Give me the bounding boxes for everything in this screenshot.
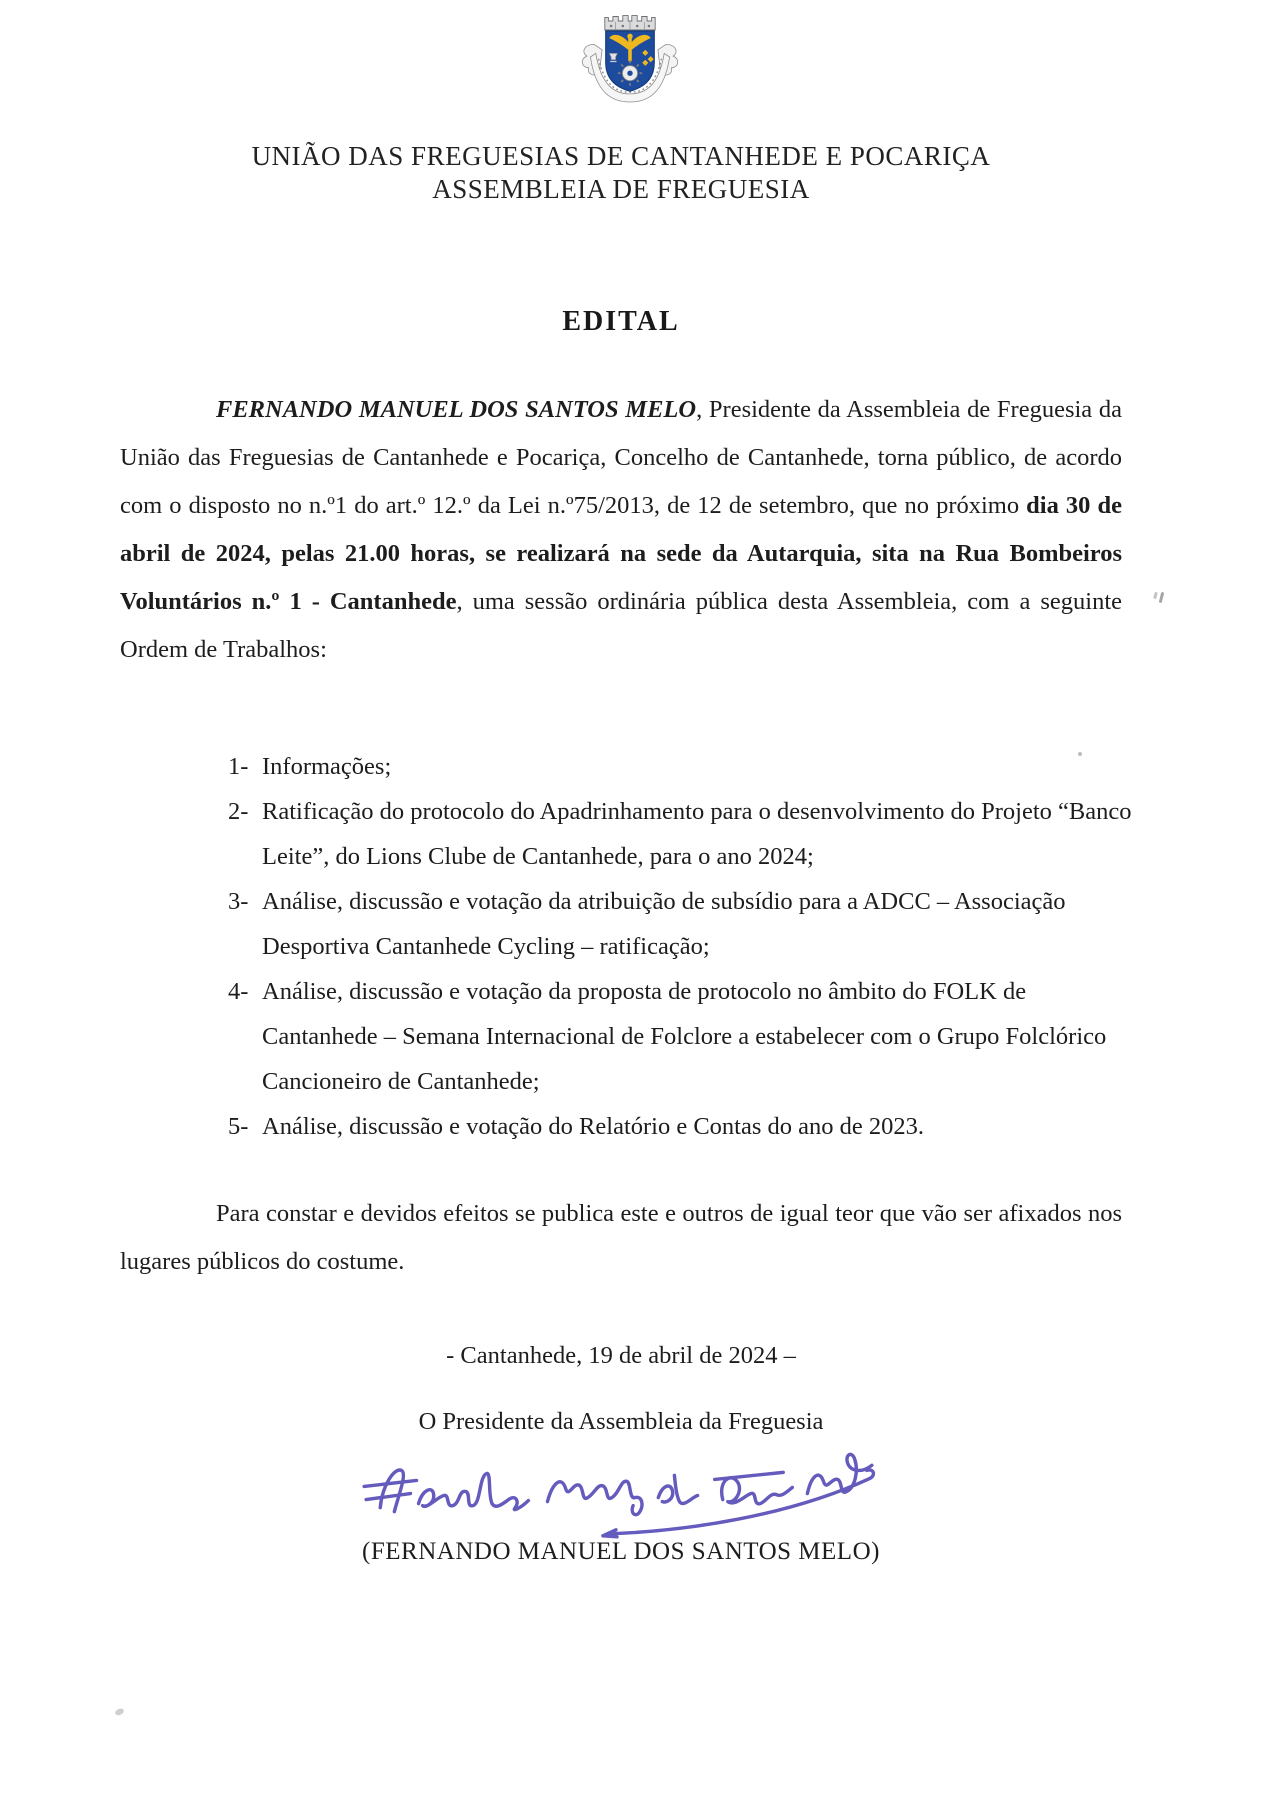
scan-artifact-bottom: [114, 1708, 124, 1716]
agenda-item: [228, 1104, 1140, 1149]
agenda-item-number: 5-: [228, 1113, 249, 1140]
agenda-item: [228, 789, 1140, 879]
agenda-item-number: 1-: [228, 753, 249, 780]
document-title: EDITAL: [562, 306, 680, 337]
agenda-item-text: Análise, discussão e votação do Relatório e Contas do ano de 2023.: [262, 1113, 925, 1140]
intro-paragraph: [120, 386, 1122, 674]
printed-signer-name: (FERNANDO MANUEL DOS SANTOS MELO): [362, 1538, 880, 1565]
session-datetime-bold: dia 30 de abril de 2024, pelas 21.00 horas, se realizará na sede da Autarquia, sita na Rua Bombeiros Voluntários n.º 1 - Cantanhede: [120, 492, 1122, 615]
agenda-item-text: Ratificação do protocolo do Apadrinhamento para o desenvolvimento do Projeto “Banco Leite”, do Lions Clube de Cantanhede, para o ano 2024;: [262, 798, 1132, 870]
signature-ink-icon: [346, 1436, 890, 1544]
scan-artifact-mark: [1152, 592, 1164, 608]
intro-text-2: , uma sessão ordinária pública desta Assembleia, com a seguinte Ordem de Trabalhos:: [120, 588, 1122, 663]
closing-paragraph: Para constar e devidos efeitos se publica este e outros de igual teor que vão ser afixados nos lugares públicos do costume.: [120, 1200, 1122, 1275]
agenda-item: [228, 879, 1140, 969]
date-line: - Cantanhede, 19 de abril de 2024 –: [446, 1342, 796, 1369]
agenda-item-text: Análise, discussão e votação da proposta de protocolo no âmbito do FOLK de Cantanhede – Semana Internacional de Folclore a estabelecer com o Grupo Folclórico Cancioneiro de Cantanhede;: [262, 978, 1107, 1095]
signer-name-emphasis: FERNANDO MANUEL DOS SANTOS MELO: [216, 396, 697, 423]
agenda-item-text: Informações;: [262, 753, 392, 780]
agenda-list: [228, 744, 1140, 1149]
signer-title: O Presidente da Assembleia da Freguesia: [418, 1408, 824, 1435]
agenda-item-number: 2-: [228, 798, 249, 825]
org-name-line1: UNIÃO DAS FREGUESIAS DE CANTANHEDE E POCARIÇA: [251, 141, 991, 171]
intro-text-1: , Presidente da Assembleia de Freguesia da União das Freguesias de Cantanhede e Pocariça, Concelho de Cantanhede, torna público, de acordo com o disposto no n.º1 do art.º 12.º da Lei n.º75/2013, de 12 de setembro, que no próximo: [120, 396, 1122, 519]
agenda-item-number: 4-: [228, 978, 249, 1005]
agenda-item: [228, 969, 1140, 1104]
coat-of-arms-icon: [576, 6, 684, 108]
coat-of-arms: [576, 6, 684, 108]
scan-artifact-dot: [1078, 752, 1082, 756]
agenda-item: [228, 744, 1140, 789]
handwritten-signature: [346, 1436, 890, 1544]
org-header: [120, 140, 1122, 206]
org-name-line2: ASSEMBLEIA DE FREGUESIA: [432, 174, 810, 204]
agenda-item-number: 3-: [228, 888, 249, 915]
agenda-item-text: Análise, discussão e votação da atribuição de subsídio para a ADCC – Associação Desportiva Cantanhede Cycling – ratificação;: [262, 888, 1066, 960]
